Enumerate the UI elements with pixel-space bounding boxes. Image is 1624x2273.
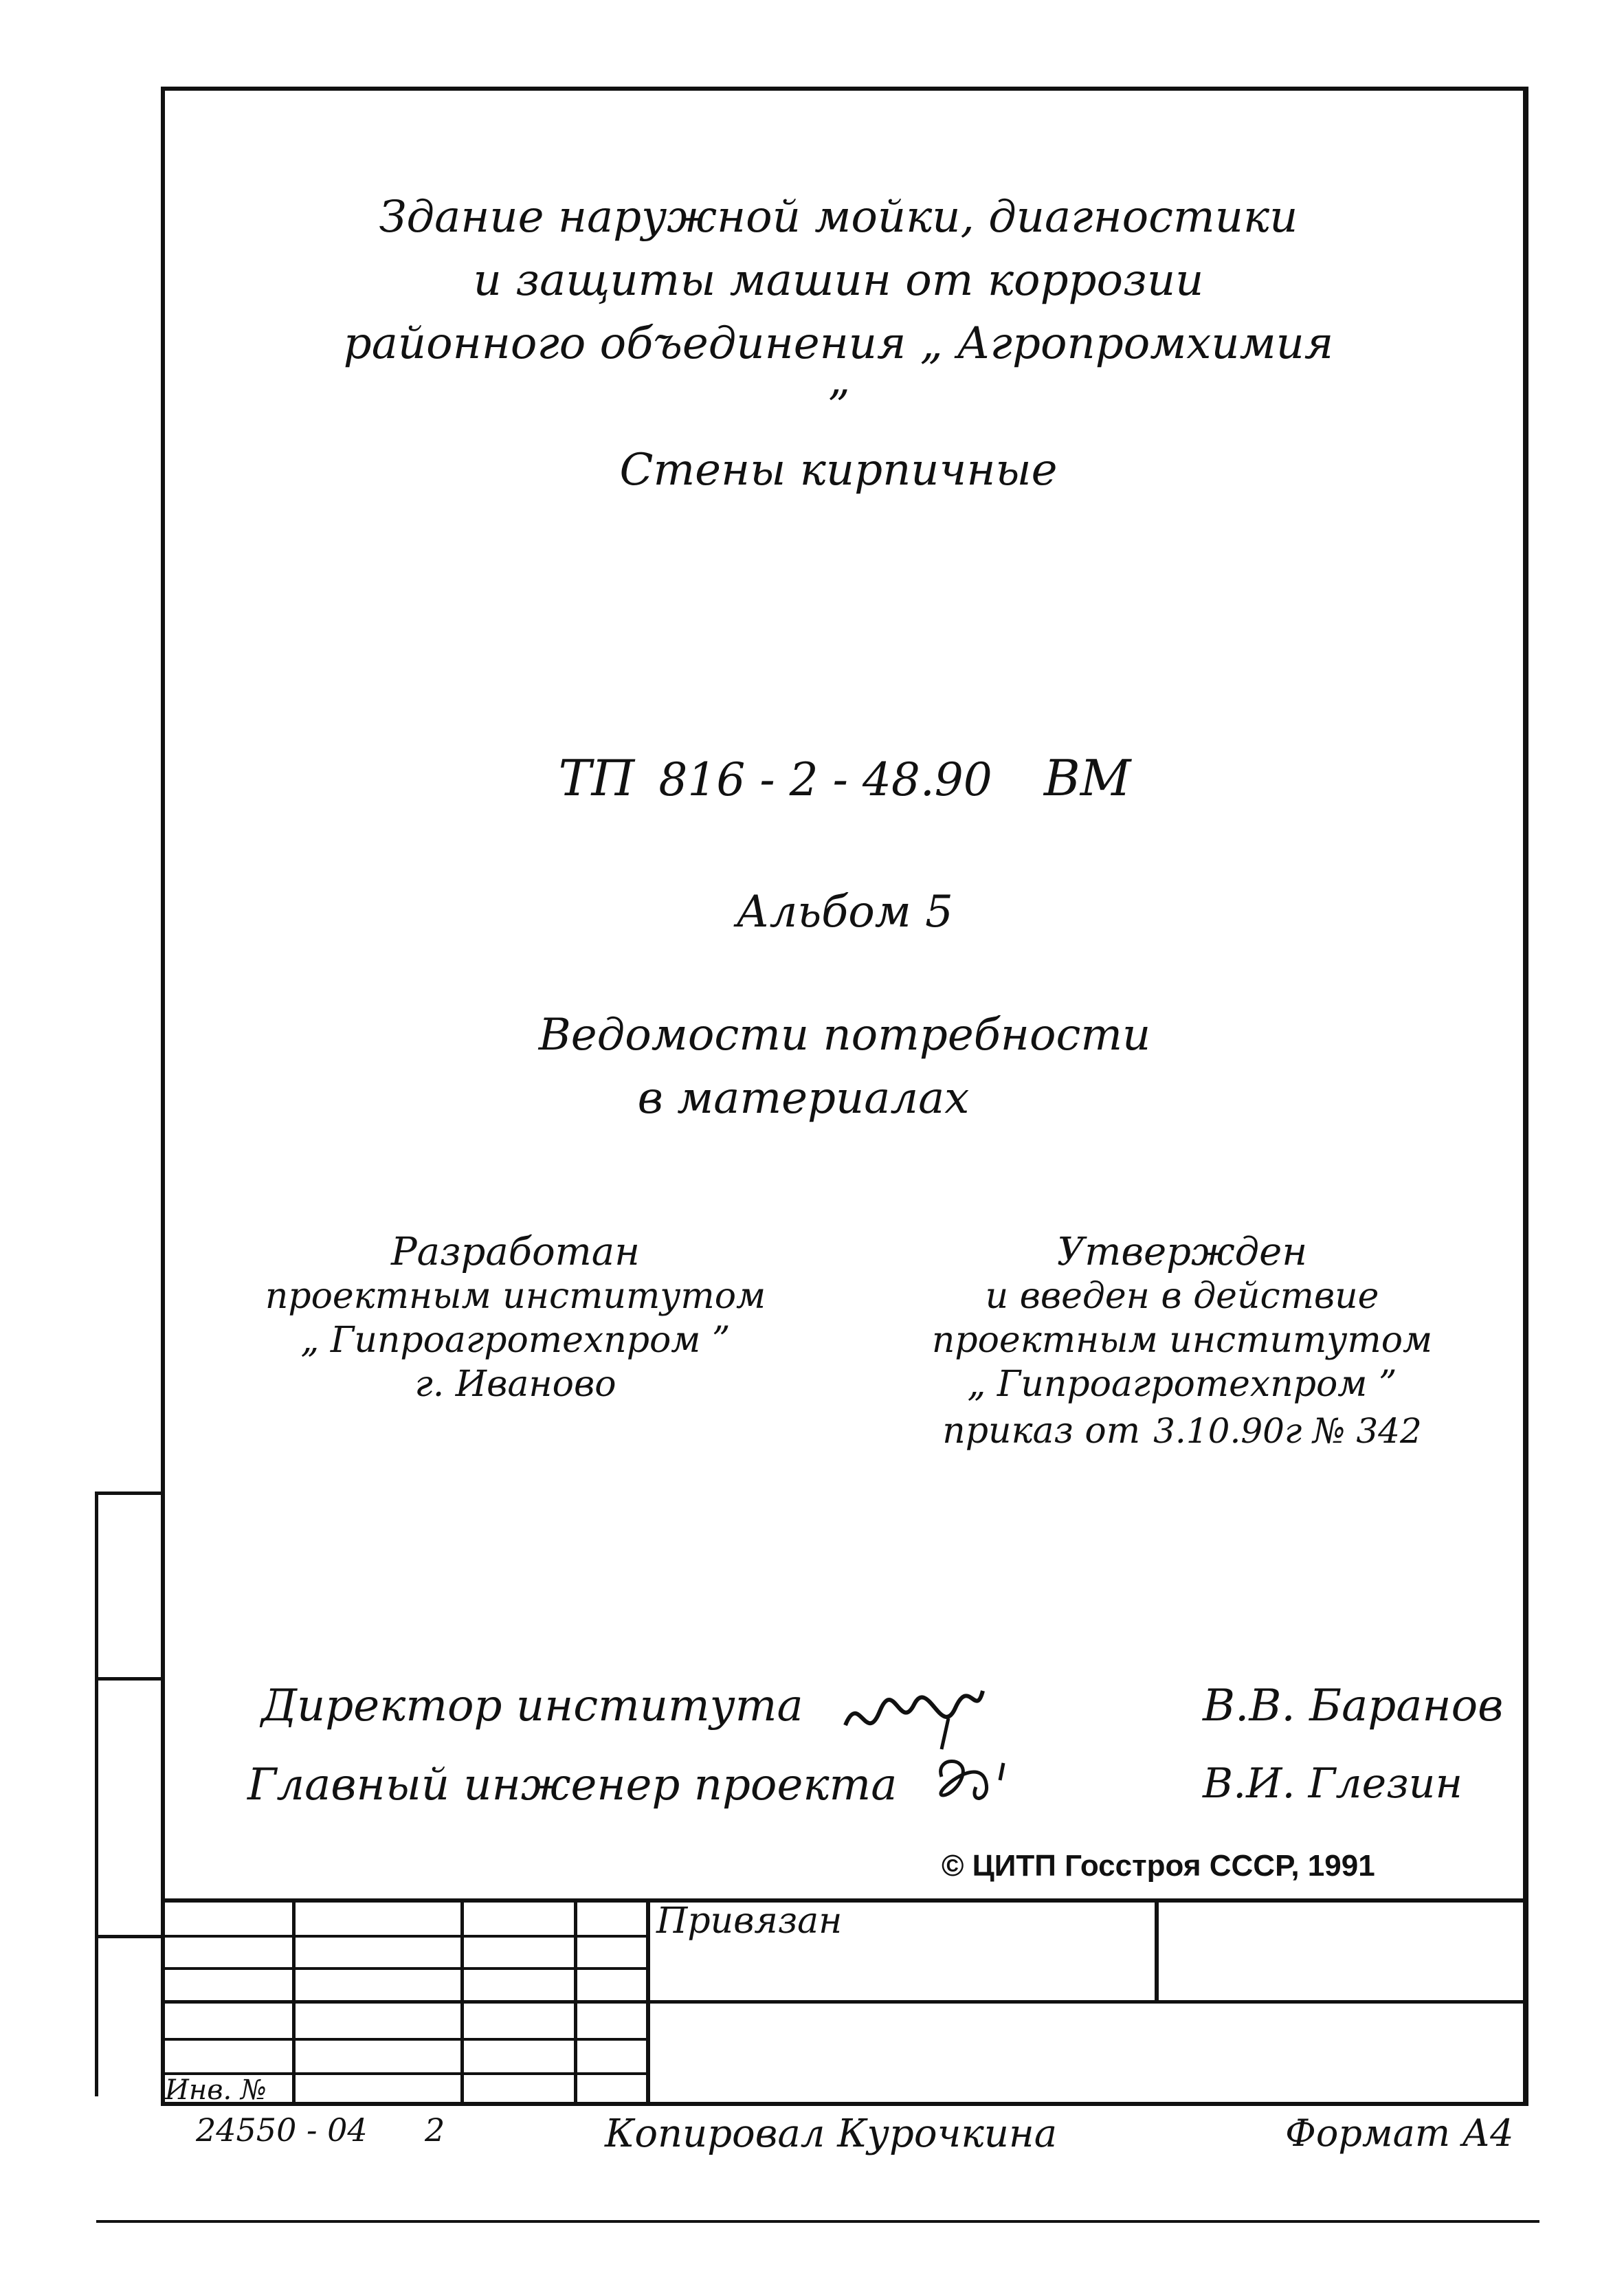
stamp-row-3 [161,2000,1528,2004]
footer-copied-by: Копировал Курочкина [605,2111,1058,2156]
developed-by-city: г. Иваново [414,1364,616,1405]
developed-by-label: Разработан [390,1230,641,1274]
binding-strip-left-edge [95,1492,98,2096]
project-title-line-4: Стены кирпичные [619,445,1058,496]
approved-by-block [893,1230,1471,1464]
approved-by-enacted: и введен в действие [985,1276,1379,1317]
stamp-inv-label: Инв. № [165,2074,267,2106]
chief-engineer-signature-icon [928,1749,1038,1811]
approved-by-institute-name: „ Гипроагротехпром ” [967,1364,1397,1405]
developed-by-institute-name: „ Гипроагротехпром ” [300,1320,731,1361]
footer-inv-number: 24550 - 04 [196,2111,368,2149]
stamp-attached-label: Привязан [656,1900,843,1942]
project-title-line-1: Здание наружной мойки, диагностики [379,192,1298,243]
stamp-row-2 [161,1967,646,1970]
document-code [161,749,1528,807]
stamp-row-1 [161,1935,646,1938]
stamp-top-border [161,1898,1528,1903]
approved-by-order-value: 3.10.90г № 342 [1153,1411,1422,1451]
stamp-row-4 [161,2038,646,2041]
copyright-notice: © ЦИТП Госстроя СССР, 1991 [942,1849,1375,1883]
doc-code-prefix: ТП [558,749,635,807]
binding-strip-line-2 [95,1677,164,1681]
doc-code-suffix: ВМ [1043,749,1131,807]
footer-bottom-rule [96,2220,1539,2223]
developed-by-institute-type: проектным институтом [265,1276,766,1317]
approved-by-order-label: приказ от [942,1410,1141,1452]
approved-by-order [893,1406,1471,1464]
album-subject-line-1: Ведомости потребности [538,1010,1151,1061]
developed-by-block [227,1230,804,1406]
approved-by-label: Утвержден [1056,1230,1308,1274]
album-subject-line-2: в материалах [637,1073,970,1124]
album-subject [161,1004,1528,1130]
project-title [330,186,1347,502]
binding-strip-line-1 [95,1492,164,1495]
stamp-col-5 [1155,1898,1159,2000]
director-name: В.В. Баранов [1203,1681,1504,1731]
project-title-line-2: и защиты машин от коррозии [473,255,1204,306]
chief-engineer-title: Главный инженер проекта [247,1760,898,1810]
doc-code-number: 816 - 2 - 48.90 [658,753,992,806]
footer-sheet-number: 2 [425,2111,445,2149]
binding-strip-line-3 [95,1935,164,1938]
director-title: Директор института [261,1681,803,1731]
approved-by-institute-type: проектным институтом [931,1320,1433,1361]
footer-format: Формат А4 [1285,2111,1514,2155]
album-number: Альбом 5 [736,887,953,938]
chief-engineer-name: В.И. Глезин [1203,1760,1462,1808]
director-signature-icon [838,1677,990,1753]
project-title-line-3: районного объединения „ Агропромхимия ” [343,318,1334,432]
